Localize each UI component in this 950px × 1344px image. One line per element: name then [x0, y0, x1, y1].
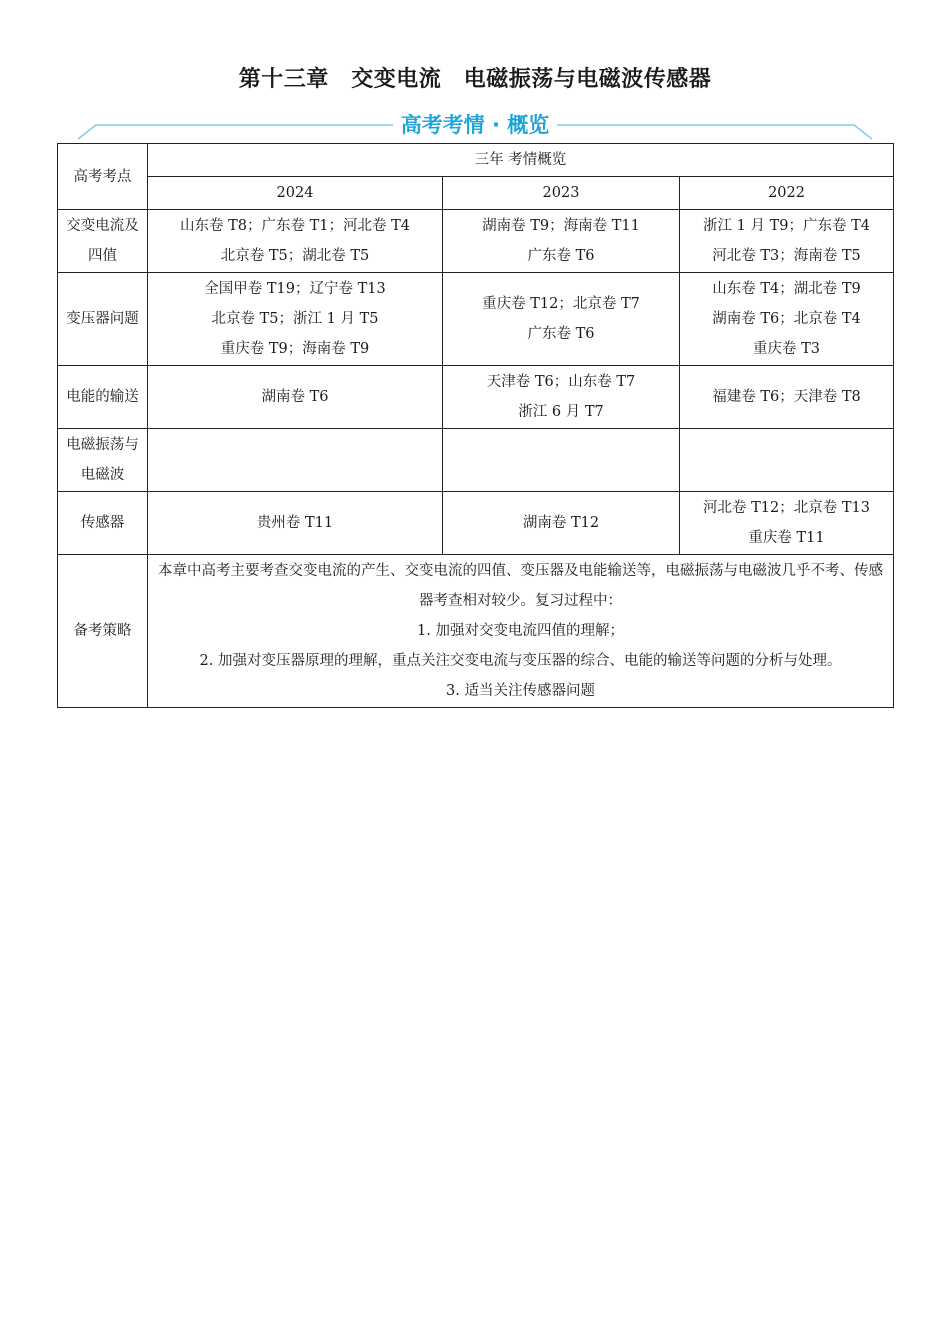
topic-cell: 电能的输送 — [58, 366, 148, 429]
banner-text: 高考考情 · 概览 — [393, 113, 558, 137]
strategy-label: 备考策略 — [58, 555, 148, 708]
exam-overview-table — [57, 143, 894, 708]
overview-banner — [74, 106, 876, 142]
topic-cell: 传感器 — [58, 492, 148, 555]
chapter-title: 第十三章 交变电流 电磁振荡与电磁波传感器 — [238, 67, 712, 92]
cell-2022: 山东卷 T4；湖北卷 T9 湖南卷 T6；北京卷 T4 重庆卷 T3 — [680, 273, 894, 366]
strategy-row — [58, 555, 894, 708]
cell-2024: 湖南卷 T6 — [148, 366, 443, 429]
table-row — [58, 366, 894, 429]
cell-2022: 河北卷 T12；北京卷 T13 重庆卷 T11 — [680, 492, 894, 555]
cell-2024 — [148, 429, 443, 492]
cell-2022: 福建卷 T6；天津卷 T8 — [680, 366, 894, 429]
cell-2022: 浙江 1 月 T9；广东卷 T4 河北卷 T3；海南卷 T5 — [680, 210, 894, 273]
cell-2023: 天津卷 T6；山东卷 T7 浙江 6 月 T7 — [443, 366, 680, 429]
cell-2023: 湖南卷 T12 — [443, 492, 680, 555]
table-row — [58, 492, 894, 555]
corner-label: 高考考点 — [58, 144, 148, 210]
topic-cell: 交变电流及 四值 — [58, 210, 148, 273]
strategy-text: 本章中高考主要考查交变电流的产生、交变电流的四值、变压器及电能输送等，电磁振荡与电磁波几乎不考、传感器考查相对较少。复习过程中： 1. 加强对交变电流四值的理解； 2. 加强对变压器原理的理解，重点关注交变电流与变压器的综合、电能的输送等问题的分析与处理。 3. 适当关注传感器问题 — [148, 555, 894, 708]
cell-2024: 全国甲卷 T19；辽宁卷 T13 北京卷 T5；浙江 1 月 T5 重庆卷 T9；海南卷 T9 — [148, 273, 443, 366]
table-row — [58, 273, 894, 366]
topic-cell: 变压器问题 — [58, 273, 148, 366]
cell-2022 — [680, 429, 894, 492]
group-header: 三年 考情概览 — [148, 144, 894, 177]
cell-2024: 山东卷 T8；广东卷 T1；河北卷 T4 北京卷 T5；湖北卷 T5 — [148, 210, 443, 273]
year-header: 2022 — [680, 177, 894, 210]
table-row — [58, 210, 894, 273]
topic-cell: 电磁振荡与 电磁波 — [58, 429, 148, 492]
cell-2023: 重庆卷 T12；北京卷 T7 广东卷 T6 — [443, 273, 680, 366]
table-row — [58, 429, 894, 492]
cell-2024: 贵州卷 T11 — [148, 492, 443, 555]
cell-2023 — [443, 429, 680, 492]
year-header: 2023 — [443, 177, 680, 210]
year-header: 2024 — [148, 177, 443, 210]
cell-2023: 湖南卷 T9；海南卷 T11 广东卷 T6 — [443, 210, 680, 273]
